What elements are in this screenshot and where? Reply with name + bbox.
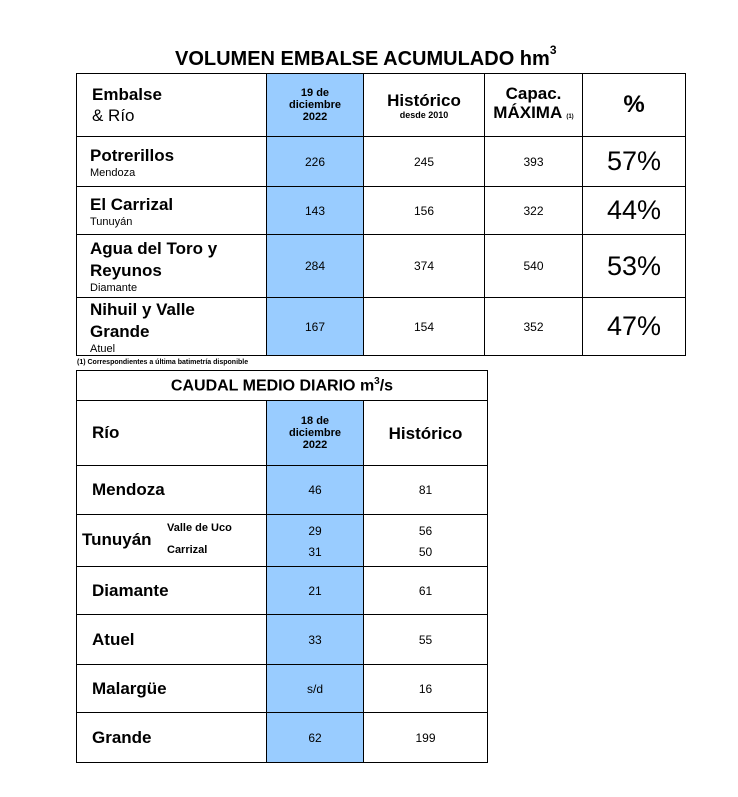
caudal-fecha-value: 31 bbox=[308, 544, 322, 559]
caudal-river-name: Atuel bbox=[77, 615, 267, 665]
caudal-row bbox=[77, 713, 488, 763]
volumen-capac-value: 352 bbox=[485, 298, 583, 356]
volumen-row bbox=[77, 298, 686, 356]
header-rio-label: & Río bbox=[92, 106, 135, 125]
volumen-title-sup: 3 bbox=[549, 43, 557, 57]
volumen-header-capac bbox=[485, 74, 583, 137]
caudal-fecha-value: s/d bbox=[267, 665, 364, 713]
volumen-header-historico bbox=[364, 74, 485, 137]
volumen-header-embalse bbox=[77, 74, 267, 137]
caudal-historico-value: 199 bbox=[364, 713, 488, 763]
caudal-header-rio: Río bbox=[77, 401, 267, 466]
caudal-fecha-value: 29 bbox=[308, 523, 322, 538]
embalse-name: El Carrizal bbox=[90, 194, 174, 214]
caudal-historico-value: 61 bbox=[364, 567, 488, 615]
caudal-historico-value: 55 bbox=[364, 615, 488, 665]
caudal-fecha-value: 46 bbox=[267, 466, 364, 515]
header-capac-max: MÁXIMA bbox=[493, 102, 562, 122]
volumen-row bbox=[77, 137, 686, 187]
caudal-header-fecha-day: 18 de bbox=[300, 415, 330, 427]
volumen-pct-value: 47% bbox=[583, 298, 686, 356]
caudal-row-tunuyan bbox=[77, 515, 488, 567]
header-fecha-month: diciembre bbox=[289, 99, 341, 111]
header-capac-note: (1) bbox=[566, 113, 574, 120]
caudal-header-fecha-month: diciembre bbox=[289, 427, 341, 439]
header-capac-label: Capac. bbox=[505, 83, 562, 103]
caudal-table bbox=[76, 370, 488, 763]
caudal-sub-carrizal: Carrizal bbox=[167, 544, 208, 556]
caudal-river-name: Tunuyán bbox=[82, 530, 152, 549]
volumen-capac-value: 540 bbox=[485, 235, 583, 298]
caudal-historico-value: 16 bbox=[364, 665, 488, 713]
caudal-title-text: CAUDAL MEDIO DIARIO m bbox=[170, 377, 375, 395]
volumen-historico-value: 156 bbox=[364, 187, 485, 235]
caudal-historico-value: 56 bbox=[418, 523, 433, 538]
volumen-title bbox=[175, 43, 557, 71]
embalse-name-line1: Nihuil y Valle bbox=[90, 299, 195, 319]
volumen-fecha-value: 226 bbox=[267, 137, 364, 187]
caudal-row bbox=[77, 615, 488, 665]
caudal-header-historico: Histórico bbox=[364, 401, 488, 466]
header-embalse-label: Embalse bbox=[92, 85, 162, 104]
caudal-row bbox=[77, 567, 488, 615]
caudal-river-name: Diamante bbox=[77, 567, 267, 615]
caudal-title bbox=[77, 371, 488, 401]
volumen-row bbox=[77, 187, 686, 235]
volumen-pct-value: 44% bbox=[583, 187, 686, 235]
embalse-name-line1: Agua del Toro y bbox=[90, 239, 218, 258]
volumen-historico-value: 374 bbox=[364, 235, 485, 298]
volumen-capac-value: 393 bbox=[485, 137, 583, 187]
volumen-fecha-value: 284 bbox=[267, 235, 364, 298]
volumen-historico-value: 245 bbox=[364, 137, 485, 187]
caudal-header-fecha-year: 2022 bbox=[302, 439, 328, 451]
caudal-historico-value: 81 bbox=[364, 466, 488, 515]
caudal-header-row bbox=[77, 401, 488, 466]
volumen-fecha-value: 143 bbox=[267, 187, 364, 235]
header-fecha-day: 19 de bbox=[300, 87, 330, 99]
embalse-river: Atuel bbox=[90, 342, 116, 355]
volumen-header-pct: % bbox=[583, 74, 686, 137]
volumen-header-row bbox=[77, 74, 686, 137]
volumen-table bbox=[76, 73, 686, 356]
caudal-row bbox=[77, 466, 488, 515]
embalse-river: Mendoza bbox=[90, 166, 136, 179]
caudal-fecha-value: 21 bbox=[267, 567, 364, 615]
volumen-historico-value: 154 bbox=[364, 298, 485, 356]
volumen-footnote: (1) Correspondientes a última batimetría disponible bbox=[77, 359, 249, 366]
embalse-name: Potrerillos bbox=[90, 145, 175, 165]
caudal-row bbox=[77, 665, 488, 713]
volumen-capac-value: 322 bbox=[485, 187, 583, 235]
volumen-fecha-value: 167 bbox=[267, 298, 364, 356]
volumen-pct-value: 57% bbox=[583, 137, 686, 187]
caudal-fecha-value: 33 bbox=[267, 615, 364, 665]
volumen-pct-value: 53% bbox=[583, 235, 686, 298]
header-fecha-year: 2022 bbox=[302, 111, 328, 123]
volumen-title-text: VOLUMEN EMBALSE ACUMULADO hm bbox=[175, 48, 550, 70]
caudal-historico-value: 50 bbox=[418, 544, 433, 559]
caudal-sub-valle-de-uco: Valle de Uco bbox=[167, 522, 232, 534]
embalse-name-line2: Grande bbox=[90, 321, 150, 341]
embalse-river: Tunuyán bbox=[90, 215, 133, 228]
caudal-river-name: Malargüe bbox=[77, 665, 267, 713]
embalse-name-line2: Reyunos bbox=[90, 261, 162, 280]
volumen-header-fecha bbox=[267, 74, 364, 137]
caudal-header-fecha bbox=[267, 401, 364, 466]
caudal-title-sup: 3 bbox=[374, 375, 380, 387]
caudal-river-name: Grande bbox=[77, 713, 267, 763]
volumen-row bbox=[77, 235, 686, 298]
header-historico-label: Histórico bbox=[387, 90, 461, 110]
caudal-title-suffix: /s bbox=[379, 377, 394, 395]
embalse-river: Diamante bbox=[90, 282, 138, 294]
caudal-river-name: Mendoza bbox=[77, 466, 267, 515]
caudal-title-row bbox=[77, 371, 488, 401]
header-historico-note: desde 2010 bbox=[399, 109, 449, 120]
caudal-fecha-value: 62 bbox=[267, 713, 364, 763]
